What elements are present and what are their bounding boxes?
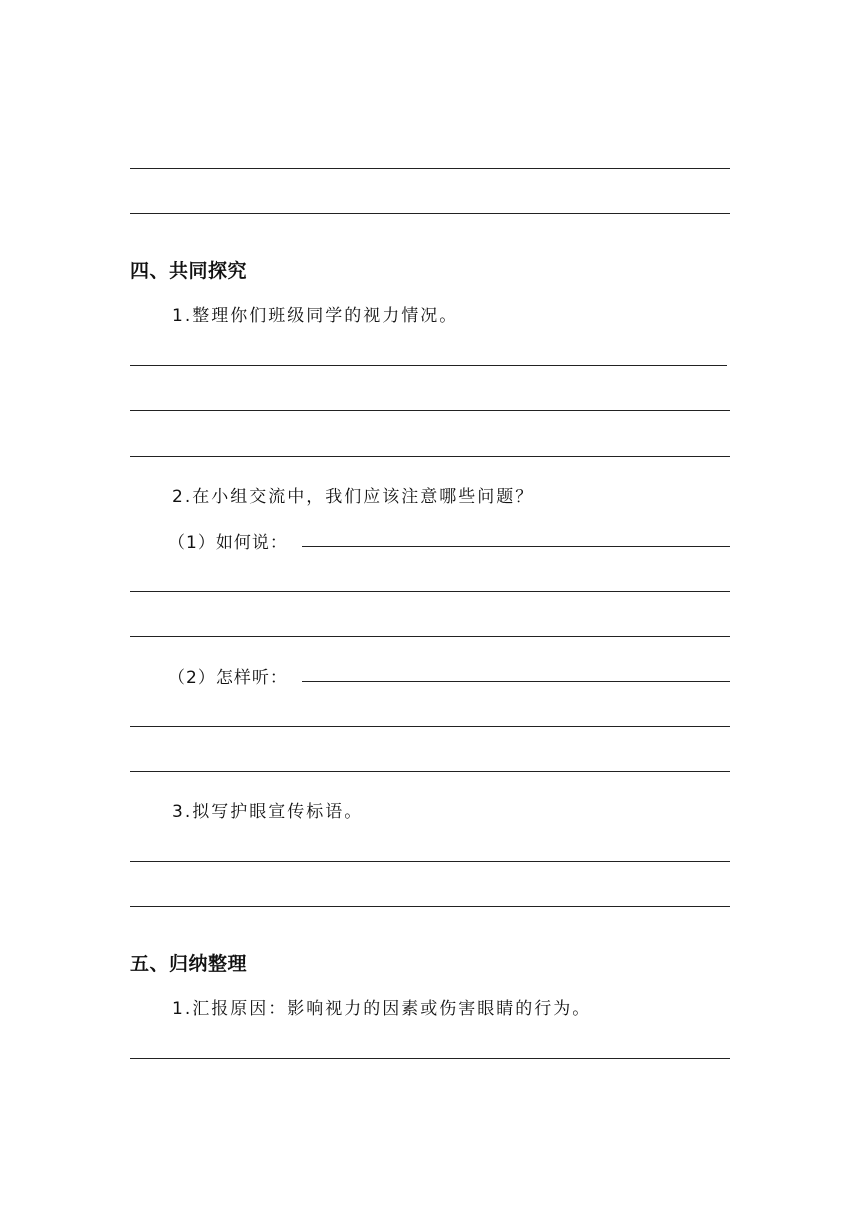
answer-line[interactable]	[130, 771, 730, 772]
question-5-1: 1.汇报原因：影响视力的因素或伤害眼睛的行为。	[172, 999, 592, 1019]
answer-line[interactable]	[130, 726, 730, 727]
question-4-3: 3.拟写护眼宣传标语。	[172, 802, 364, 822]
question-4-2-sub2-label: （2）怎样听：	[168, 668, 288, 688]
answer-line[interactable]	[130, 1058, 730, 1059]
section-4-heading: 四、共同探究	[130, 260, 248, 282]
question-4-1: 1.整理你们班级同学的视力情况。	[172, 306, 459, 326]
answer-line-how-to-listen[interactable]	[302, 681, 730, 682]
answer-line[interactable]	[130, 861, 730, 862]
section-5-heading: 五、归纳整理	[130, 953, 248, 975]
answer-line[interactable]	[130, 410, 730, 411]
answer-line[interactable]	[130, 906, 730, 907]
answer-line[interactable]	[130, 365, 727, 366]
answer-line[interactable]	[130, 456, 730, 457]
question-4-2: 2.在小组交流中，我们应该注意哪些问题？	[172, 487, 535, 507]
answer-line[interactable]	[130, 213, 730, 214]
answer-line-how-to-speak[interactable]	[302, 546, 730, 547]
question-4-2-sub1-label: （1）如何说：	[168, 533, 288, 553]
answer-line[interactable]	[130, 168, 730, 169]
answer-line[interactable]	[130, 636, 730, 637]
answer-line[interactable]	[130, 591, 730, 592]
